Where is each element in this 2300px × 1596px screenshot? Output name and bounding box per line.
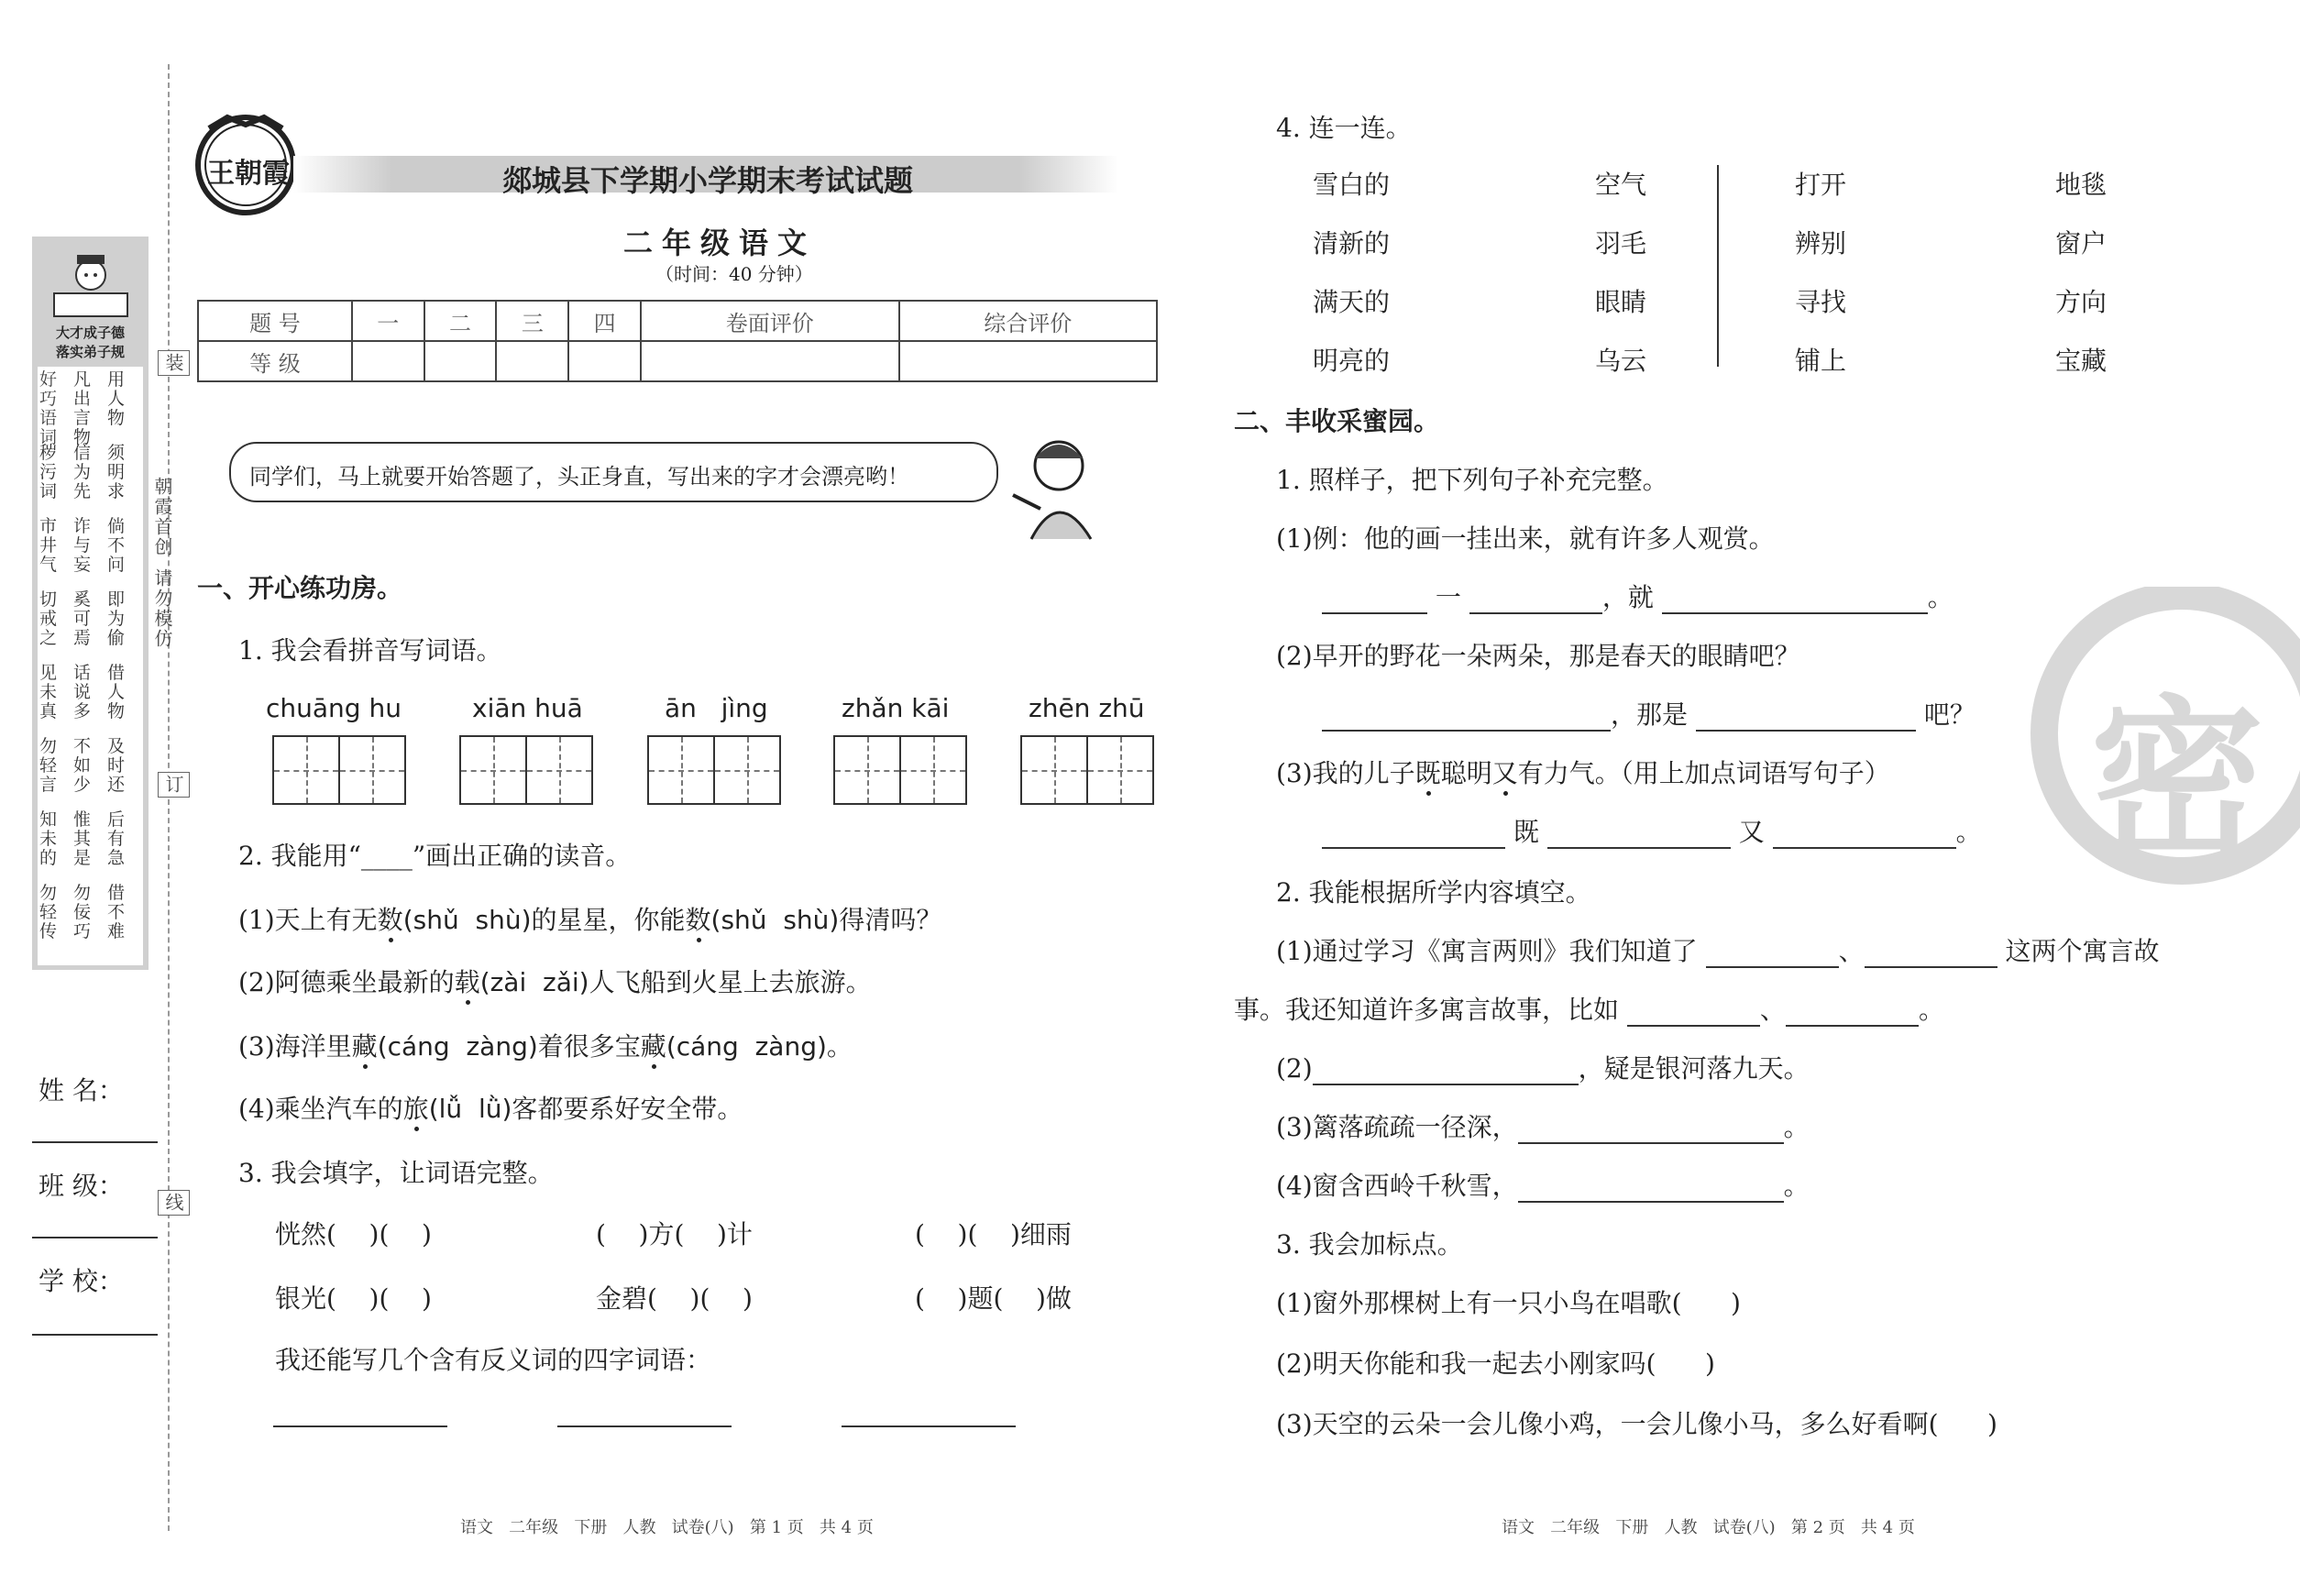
match-word[interactable]: 满天的 [1313,287,1391,317]
text: 、 [1759,995,1786,1025]
logo-text: 王朝霞 [207,158,290,190]
match-word[interactable]: 雪白的 [1313,170,1391,200]
sidebar-col: 凡出言物 [73,369,92,447]
blank[interactable] [1322,823,1505,849]
text: 。 [1783,1171,1810,1201]
match-word[interactable]: 眼睛 [1595,287,1647,317]
blank[interactable] [1773,823,1956,849]
match-word[interactable]: 寻找 [1795,287,1847,317]
sidebar-col: 即为偷 [107,589,126,648]
fill-item-3 [1276,1107,1810,1144]
scholar-illustration-icon [50,248,132,321]
blank[interactable] [1547,823,1731,849]
match-word[interactable]: 宝藏 [2055,346,2107,376]
sidebar-col: 知未的 [39,809,58,868]
fill-item-2 [1276,1049,1810,1085]
writing-grid[interactable] [833,735,967,805]
school-label: 学 校： [39,1266,124,1296]
matching-divider [1717,165,1719,367]
q1-title: 1. 我会看拼音写词语。 [238,635,502,666]
text: ，疑是银河落九天。 [1578,1053,1810,1084]
sidebar-col: 诈与妄 [73,516,92,575]
match-word[interactable]: 空气 [1595,170,1647,200]
q4-title: 4. 连一连。 [1276,113,1412,143]
text: ，就 [1601,582,1654,612]
blank[interactable] [1706,942,1839,968]
sidebar-col: 借人物 [107,663,126,721]
sidebar-col: 秽污词 [39,443,58,501]
match-word[interactable]: 打开 [1795,170,1847,200]
text: 。 [1955,817,1982,847]
fill-row-2 [1322,695,1975,732]
match-word[interactable]: 乌云 [1595,346,1647,376]
blank[interactable] [1313,1060,1579,1085]
footer-left: 语文 二年级 下册 人教 试卷(八) 第 1 页 共 4 页 [460,1518,874,1537]
blank[interactable] [1469,589,1602,614]
fill-item-4 [1276,1166,1810,1203]
idiom-fill[interactable]: 恍然( )( ) [275,1219,432,1249]
text: (1)通过学习《寓言两则》我们知道了 [1276,936,1698,966]
footer-right: 语文 二年级 下册 人教 试卷(八) 第 2 页 共 4 页 [1502,1518,1915,1537]
text: (3)我的儿子 [1276,758,1415,788]
dotted-char: 载 [454,967,480,997]
pinyin-5: zhēn zhū [1029,693,1145,723]
exam-title: 郯城县下学期小学期末考试试题 [502,163,914,198]
sidebar-col: 后有急 [107,809,126,868]
writing-grid[interactable] [272,735,406,805]
answer-line[interactable] [557,1425,732,1427]
dotted-char: 又 [1491,758,1518,788]
writing-grid[interactable] [647,735,781,805]
q2-item-3 [238,1027,853,1063]
match-word[interactable]: 地毯 [2055,170,2107,200]
dotted-char: 数 [685,905,711,935]
blank[interactable] [1786,1001,1919,1027]
grade-cell[interactable] [352,341,424,381]
pinyin-3: ān jìng [665,693,768,723]
text: (2)阿德乘坐最新的 [238,967,455,997]
match-word[interactable]: 清新的 [1313,228,1391,259]
q3-title: 3. 我会填字，让词语完整。 [238,1158,554,1188]
text: 事。我还知道许多寓言故事，比如 [1234,995,1620,1025]
dotted-char: 藏 [351,1031,378,1062]
pinyin-choice[interactable]: (shǔ shù)得清吗？ [710,905,942,935]
binding-mark-3: 线 [158,1190,190,1216]
text: 一 [1435,582,1461,612]
binding-mark-2: 订 [158,772,190,798]
writing-grid[interactable] [1020,735,1154,805]
school-field[interactable] [32,1334,158,1336]
score-header: 二 [424,301,497,341]
sidebar-col: 市井气 [39,516,58,575]
q2-item-2 [238,963,872,999]
text: 。 [1783,1112,1810,1142]
text: 吧？ [1923,699,1975,730]
match-word[interactable]: 辨别 [1795,228,1847,259]
teacher-illustration-icon [1004,431,1114,541]
text: (3)篱落疏疏一径深， [1276,1112,1518,1142]
text: 。 [1927,582,1953,612]
q2-title: 2. 我能用“____”画出正确的读音。 [238,841,632,871]
sidebar-col: 见未真 [39,663,58,721]
text: 。 [1918,995,1944,1025]
idiom-fill[interactable]: ( )( )细雨 [915,1219,1072,1249]
blank[interactable] [1696,706,1916,732]
name-label: 姓 名： [39,1075,124,1106]
match-word[interactable]: 窗户 [2055,228,2107,259]
sidebar-col: 及时还 [107,736,126,795]
match-word[interactable]: 铺上 [1795,346,1847,376]
score-header: 综合评价 [899,301,1158,341]
grade-cell[interactable] [496,341,568,381]
q2-item-1 [238,900,941,937]
margin-note-2: 请勿模仿 [151,568,173,649]
slogan-2: 落实弟子规 [55,344,125,360]
sidebar-col: 奚可焉 [73,589,92,648]
section1-title: 一、开心练功房。 [197,573,403,603]
blank[interactable] [1627,1001,1760,1027]
sidebar-col: 倘不问 [107,516,126,575]
text: 这两个寓言故 [2005,936,2160,966]
score-table [197,300,1158,382]
sidebar-panel [32,237,149,970]
text: 又 [1738,817,1765,847]
sidebar-text-box [38,367,143,965]
score-header: 一 [352,301,424,341]
example-2: (2)早开的野花一朵两朵，那是春天的眼睛吧？ [1276,641,1800,671]
dotted-char: 数 [377,905,403,935]
name-field[interactable] [32,1141,158,1143]
dotted-char: 既 [1414,758,1441,788]
sidebar-col: 勿佞巧 [73,883,92,941]
punctuation-item-3[interactable]: (3)天空的云朵一会儿像小鸡，一会儿像小马，多么好看啊( ) [1276,1409,1997,1439]
text: 有力气。（用上加点词语写句子） [1517,758,1890,788]
sidebar-col: 勿轻言 [39,736,58,795]
s2q3-title: 3. 我会加标点。 [1276,1229,1463,1260]
pinyin-4: zhǎn kāi [842,693,950,723]
sidebar-col: 信为先 [73,443,92,501]
sidebar-col: 借不难 [107,883,126,941]
idiom-fill[interactable]: ( )方( )计 [596,1219,753,1249]
exam-time: （时间：40 分钟） [655,263,813,285]
q2-item-4 [238,1089,743,1126]
text: (4)乘坐汽车的 [238,1094,403,1124]
class-label: 班 级： [39,1171,124,1201]
fill-item-1a [1276,931,2160,968]
bubble-text: 同学们，马上就要开始答题了，头正身直，写出来的字才会漂亮哟！ [249,464,909,490]
section2-title: 二、丰收采蜜园。 [1234,406,1440,436]
fill-row-3 [1322,812,1982,849]
s2q2-title: 2. 我能根据所学内容填空。 [1276,877,1591,908]
text: (1)天上有无 [238,905,378,935]
text: (4)窗含西岭千秋雪， [1276,1171,1518,1201]
sidebar-col: 勿轻传 [39,883,58,941]
blank[interactable] [1518,1118,1784,1144]
text: 既 [1513,817,1539,847]
binding-line [168,64,170,1531]
pinyin-choice[interactable]: (cáng zàng)着很多宝 [377,1031,641,1062]
text: ，那是 [1611,699,1689,730]
blank[interactable] [1865,942,1997,968]
score-header: 卷面评价 [641,301,898,341]
pinyin-choice[interactable]: (cáng zàng)。 [666,1031,853,1062]
slogan-1: 大才成子德 [55,325,125,341]
punctuation-item-2[interactable]: (2)明天你能和我一起去小刚家吗( ) [1276,1348,1715,1379]
sidebar-col: 话说多 [73,663,92,721]
score-header: 三 [496,301,568,341]
fill-item-1b [1234,990,1944,1027]
sidebar-col: 须明求 [107,443,126,501]
dotted-char: 藏 [640,1031,666,1062]
margin-note-1: 朝霞首创 [151,477,173,557]
grade-label: 等 级 [198,341,352,381]
answer-line[interactable] [842,1425,1016,1427]
punctuation-item-1[interactable]: (1)窗外那棵树上有一只小鸟在唱歌( ) [1276,1288,1741,1318]
text: (3)海洋里 [238,1031,352,1062]
score-header: 题 号 [198,301,352,341]
answer-line[interactable] [273,1425,447,1427]
pinyin-2: xiān huā [472,693,583,723]
sidebar-col: 切戒之 [39,589,58,648]
score-header: 四 [568,301,641,341]
pinyin-choice[interactable]: (zài zǎi)人飞船到火星上去旅游。 [479,967,872,997]
sidebar-col: 用人物 [107,369,126,428]
idiom-fill[interactable]: 银光( )( ) [275,1283,432,1314]
fill-row-1 [1322,578,1953,614]
idiom-fill[interactable]: 金碧( )( ) [596,1283,753,1314]
text: 、 [1838,936,1865,966]
match-word[interactable]: 明亮的 [1313,346,1391,376]
pinyin-choice[interactable]: (shǔ shù)的星星，你能 [402,905,686,935]
example-3 [1276,754,1890,790]
idiom-fill[interactable]: ( )题( )做 [915,1283,1072,1314]
class-field[interactable] [32,1237,158,1238]
blank[interactable] [1662,589,1928,614]
blank[interactable] [1322,589,1427,614]
pinyin-1: chuāng hu [266,693,402,723]
dotted-char: 旅 [402,1094,429,1124]
subject-title: 二年级语文 [623,226,817,260]
writing-grid[interactable] [459,735,593,805]
match-word[interactable]: 方向 [2055,287,2107,317]
grade-cell[interactable] [568,341,641,381]
text: 聪明 [1440,758,1492,788]
blank[interactable] [1322,706,1611,732]
s2q1-title: 1. 照样子，把下列句子补充完整。 [1276,465,1668,495]
sidebar-col: 不如少 [73,736,92,795]
grade-cell[interactable] [641,341,898,381]
blank[interactable] [1518,1177,1784,1203]
grade-cell[interactable] [899,341,1158,381]
sidebar-col: 惟其是 [73,809,92,868]
example-1: (1)例：他的画一挂出来，就有许多人观赏。 [1276,523,1775,554]
binding-mark-1: 装 [158,350,190,376]
match-word[interactable]: 羽毛 [1595,228,1647,259]
sidebar-col: 好巧语词 [39,369,60,447]
pinyin-choice[interactable]: (lǚ lǜ)客都要系好安全带。 [428,1094,743,1124]
grade-cell[interactable] [424,341,497,381]
watermark-char: 密 [2090,678,2265,883]
q3-extra: 我还能写几个含有反义词的四字词语： [275,1345,712,1375]
text: (2) [1276,1053,1313,1084]
